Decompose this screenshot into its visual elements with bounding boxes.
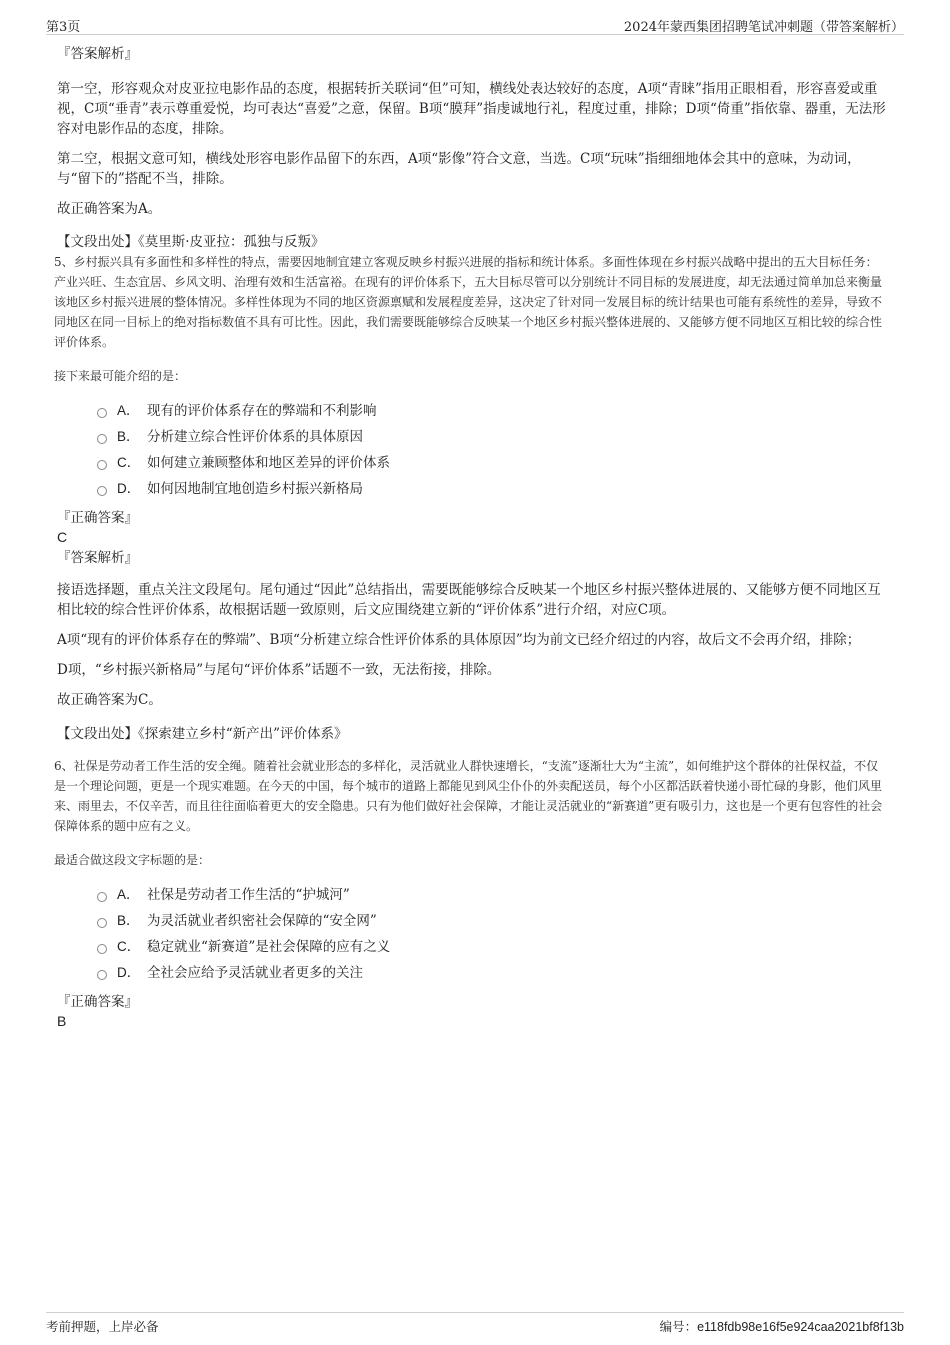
analysis-paragraph: 接语选择题，重点关注文段尾句。尾句通过“因此”总结指出，需要既能够综合反映某一个地区乡村振兴整体进展的、又能够方便不同地区互相比较的综合性评价体系，故根据话题一致原则，后文应围绕建立新的“评价体系”进行介绍，对应C项。	[57, 582, 881, 618]
analysis-paragraph: 第二空，根据文意可知，横线处形容电影作品留下的东西，A项“影像”符合文意，当选。C项“玩味”指细细地体会其中的意味，为动词，与“留下的”搭配不当，排除。	[57, 151, 861, 187]
page-footer	[46, 1312, 904, 1337]
source-citation: 【文段出处】《探索建立乡村“新产出”评价体系》	[57, 726, 348, 742]
option-list	[57, 398, 889, 502]
page-number: 第3页	[46, 20, 81, 35]
radio-icon[interactable]	[97, 434, 107, 444]
question-prompt: 最适合做这段文字标题的是：	[54, 853, 211, 867]
question-passage: 6、社保是劳动者工作生活的安全绳。随着社会就业形态的多样化，灵活就业人群快速增长，“支流”逐渐壮大为“主流”，如何维护这个群体的社保权益，不仅是一个理论问题，更是一个现实难题。在今天的中国，每个城市的道路上都能见到风尘仆仆的外卖配送员，每个小区都活跃着快递小哥忙碌的身影，他们风里来、雨里去，不仅辛苦，而且往往面临着更大的安全隐患。只有为他们做好社会保障，才能让灵活就业的“新赛道”更有吸引力，这也是一个更有包容性的社会保障体系的题中应有之义。	[54, 759, 883, 833]
page-content	[54, 44, 889, 1030]
radio-icon[interactable]	[97, 408, 107, 418]
question-passage: 5、乡村振兴具有多面性和多样性的特点，需要因地制宜建立客观反映乡村振兴进展的指标和统计体系。多面性体现在乡村振兴战略中提出的五大目标任务：产业兴旺、生态宜居、乡风文明、治理有效和生活富裕。在现有的评价体系下，五大目标尽管可以分别统计不同目标的发展进度，却无法通过简单加总来衡量该地区乡村振兴进展的整体情况。多样性体现为不同的地区资源禀赋和发展程度差异，这决定了针对同一发展目标的统计结果也可能有系统性的差异，导致不同地区在同一目标上的绝对指标数值不具有可比性。因此，我们需要既能够综合反映某一个地区乡村振兴整体进展的、又能够方便不同地区互相比较的综合性评价体系。	[54, 255, 883, 349]
correct-answer-label: 『正确答案』	[57, 994, 138, 1010]
option-a[interactable]: A． 现有的评价体系存在的弊端和不利影响	[97, 398, 889, 424]
footer-slogan: 考前押题，上岸必备	[46, 1319, 159, 1334]
analysis-label: 『答案解析』	[57, 550, 138, 566]
correct-answer-label: 『正确答案』	[57, 510, 138, 526]
radio-icon[interactable]	[97, 970, 107, 980]
option-c[interactable]: C． 如何建立兼顾整体和地区差异的评价体系	[97, 450, 889, 476]
analysis-paragraph: 第一空，形容观众对皮亚拉电影作品的态度，根据转折关联词“但”可知，横线处表达较好的态度，A项“青睐”指用正眼相看，形容喜爱或重视，C项“垂青”表示尊重爱悦，均可表达“喜爱”之意，保留。B项“膜拜”指虔诚地行礼，程度过重，排除；D项“倚重”指依靠、器重，无法形容对电影作品的态度，排除。	[57, 81, 886, 137]
option-d[interactable]: D． 如何因地制宜地创造乡村振兴新格局	[97, 476, 889, 502]
document-code: 编号：e118fdb98e16f5e924caa2021bf8f13b	[659, 1320, 904, 1334]
option-c[interactable]: C． 稳定就业“新赛道”是社会保障的应有之义	[97, 934, 889, 960]
option-a[interactable]: A． 社保是劳动者工作生活的“护城河”	[97, 882, 889, 908]
page-header	[46, 14, 904, 35]
option-b[interactable]: B． 为灵活就业者织密社会保障的“安全网”	[97, 908, 889, 934]
radio-icon[interactable]	[97, 486, 107, 496]
analysis-label: 『答案解析』	[57, 46, 138, 62]
correct-answer: C	[57, 529, 68, 545]
radio-icon[interactable]	[97, 944, 107, 954]
analysis-paragraph: D项，“乡村振兴新格局”与尾句“评价体系”话题不一致，无法衔接，排除。	[57, 662, 501, 678]
document-title: 2024年蒙西集团招聘笔试冲刺题（带答案解析）	[623, 20, 904, 35]
correct-answer: B	[57, 1013, 67, 1029]
option-list	[57, 882, 889, 986]
question-prompt: 接下来最可能介绍的是：	[54, 369, 187, 383]
radio-icon[interactable]	[97, 460, 107, 470]
analysis-paragraph: 故正确答案为A。	[57, 201, 162, 217]
radio-icon[interactable]	[97, 892, 107, 902]
source-citation: 【文段出处】《莫里斯·皮亚拉：孤独与反叛》	[57, 234, 325, 250]
option-d[interactable]: D． 全社会应给予灵活就业者更多的关注	[97, 960, 889, 986]
analysis-paragraph: 故正确答案为C。	[57, 692, 162, 708]
option-b[interactable]: B． 分析建立综合性评价体系的具体原因	[97, 424, 889, 450]
radio-icon[interactable]	[97, 918, 107, 928]
analysis-paragraph: A项“现有的评价体系存在的弊端”、B项“分析建立综合性评价体系的具体原因”均为前文已经介绍过的内容，故后文不会再介绍，排除；	[57, 632, 861, 648]
